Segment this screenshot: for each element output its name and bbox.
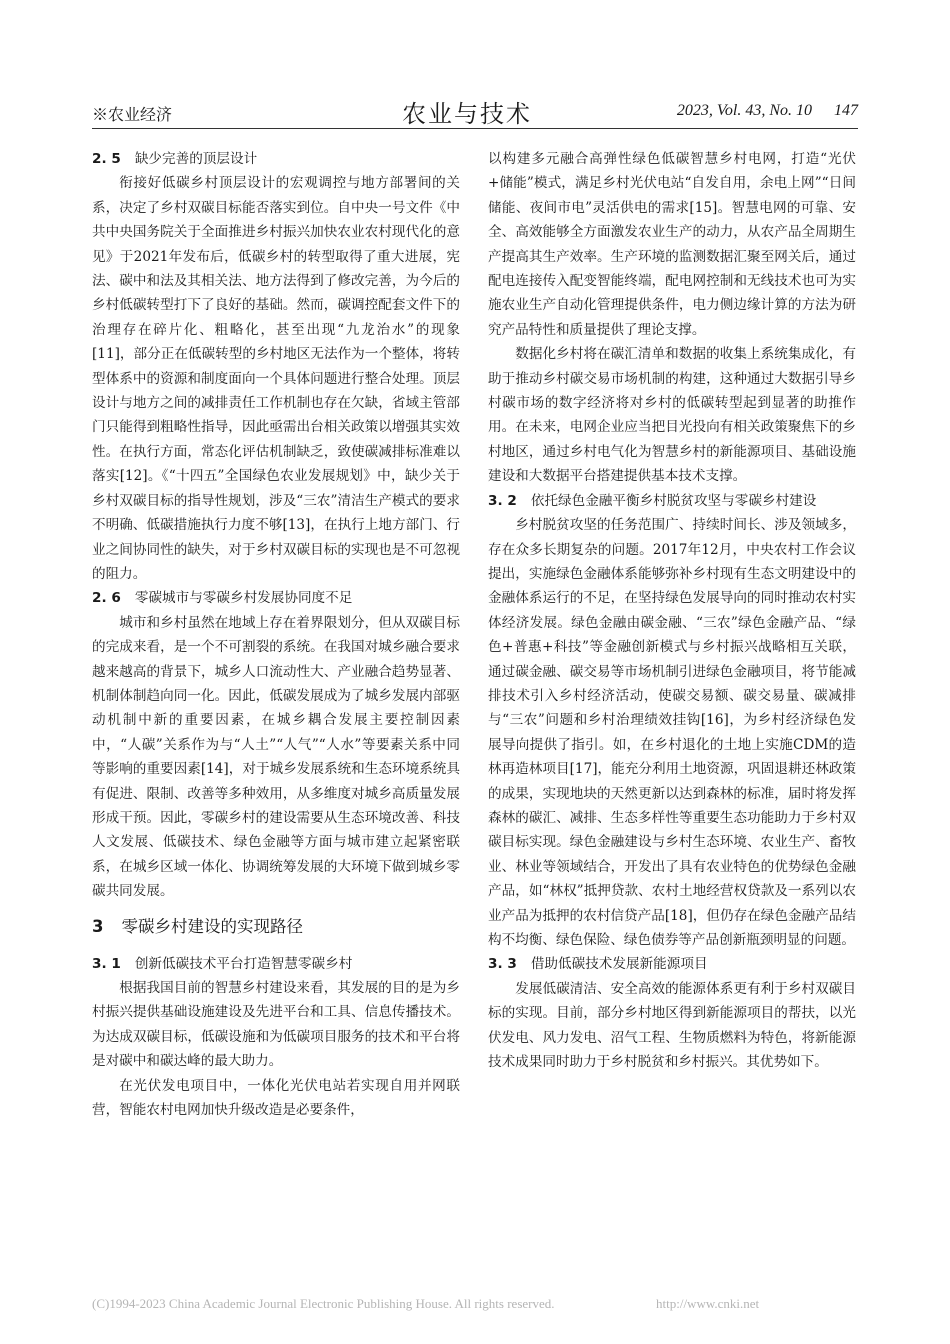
copyright-footer: (C)1994-2023 China Academic Journal Electronic Publishing House. All rights reserved. (92, 1296, 555, 1311)
paragraph: 数据化乡村将在碳汇清单和数据的收集上系统集成化，有助于推动乡村碳交易市场机制的构建，这种通过大数据引导乡村碳市场的数字经济将对乡村的低碳转型起到显著的助推作用。在未来，电网企业应当把目光投向有相关政策聚焦下的乡村地区，通过乡村电气化为智慧乡村的新能源项目、基础设施建设和大数据平台搭建提供基本技术支撑。 (488, 346, 856, 485)
section-3-heading (92, 912, 460, 942)
left-column (92, 147, 460, 1122)
page-header (92, 92, 858, 126)
section-title: 创新低碳技术平台打造智慧零碳乡村 (134, 955, 353, 972)
issue-text: 2023, Vol. 43, No. 10 (676, 102, 812, 119)
section-number: 2. 6 (92, 590, 121, 607)
section-title: 借助低碳技术发展新能源项目 (530, 956, 708, 973)
section-3-1-heading (92, 952, 460, 976)
section-title: 零碳城市与零碳乡村发展协同度不足 (134, 590, 353, 607)
header-rule (92, 128, 858, 129)
section-3-2-heading (488, 489, 856, 513)
section-label: ※农业经济 (92, 105, 173, 124)
journal-title: 农业与技术 (402, 100, 532, 128)
paragraph: 发展低碳清洁、安全高效的能源体系更有利于乡村双碳目标的实现。目前，部分乡村地区得到新能源项目的帮扶，以光伏发电、风力发电、沼气工程、生物质燃料为特色，将新能源技术成果同时助力于乡村脱贫和乡村振兴。其优势如下。 (488, 980, 856, 1071)
section-title: 缺少完善的顶层设计 (134, 151, 258, 167)
paragraph: 乡村脱贫攻坚的任务范围广、持续时间长、涉及领域多，存在众多长期复杂的问题。2017年12月，中央农村工作会议提出，实施绿色金融体系能够弥补乡村现有生态文明建设中的金融体系运行的不足，在坚持绿色发展导向的同时推动农村实体经济发展。绿色金融由碳金融、“三农”绿色金融产品、“绿色+普惠+科技”等金融创新模式与乡村振兴战略相互关联，通过碳金融、碳交易等市场机制引进绿色金融项目，将节能减排技术引入乡村经济活动，使碳交易额、碳交易量、碳减排与“三农”问题和乡村治理绩效挂钩[16]，为乡村经济绿色发展导向提供了指引。如，在乡村退化的土地上实施CDM的造林再造林项目[17]，能充分利用土地资源，巩固退耕还林政策的成果，实现地块的天然更新以达到森林的标准，届时将发挥森林的碳汇、减排、生态多样性等重要生态功能助力于乡村双碳目标实现。绿色金融建设与乡村生态环境、农业生产、畜牧业、林业等领域结合，开发出了具有农业特色的优势绿色金融产品，如“林权”抵押贷款、农村土地经营权贷款及一系列以农业产品为抵押的农村信贷产品[18]，但仍存在绿色金融产品结构不均衡、绿色保险、绿色债券等产品创新瓶颈明显的问题。 (488, 517, 856, 948)
paragraph: 根据我国目前的智慧乡村建设来看，其发展的目的是为乡村振兴提供基础设施建设及先进平台和工具、信息传播技术。为达成双碳目标，低碳设施和为低碳项目服务的技术和平台将是对碳中和碳达峰的最大助力。 (92, 980, 460, 1070)
section-title: 依托绿色金融平衡乡村脱贫攻坚与零碳乡村建设 (530, 492, 817, 509)
section-2-5-heading (92, 147, 460, 171)
paragraph: 城市和乡村虽然在地域上存在着界限划分，但从双碳目标的完成来看，是一个不可割裂的系统。在我国对城乡融合要求越来越高的背景下，城乡人口流动性大、产业融合趋势显著、机制体制趋向同一化。因此，低碳发展成为了城乡发展内部驱动机制中新的重要因素，在城乡耦合发展主要控制因素中，“人碳”关系作为与“人土”“人气”“人水”等要素关系中同等影响的重要因素[14]，对于城乡发展系统和生态环境系统具有促进、限制、改善等多种效用，从多维度对城乡高质量发展形成干预。因此，零碳乡村的建设需要从生态环境改善、科技人文发展、低碳技术、绿色金融等方面与城市建立起紧密联系，在城乡区域一体化、协调统筹发展的大环境下做到城乡零碳共同发展。 (92, 614, 460, 900)
cnki-url[interactable]: http://www.cnki.net (656, 1296, 760, 1311)
section-2-6-heading (92, 586, 460, 610)
section-number: 3. 1 (92, 955, 121, 972)
section-number: 2. 5 (92, 151, 121, 167)
section-title: 零碳乡村建设的实现路径 (121, 916, 303, 936)
section-number: 3 (92, 916, 104, 936)
section-number: 3. 2 (488, 492, 517, 509)
section-3-3-heading (488, 952, 856, 976)
section-number: 3. 3 (488, 956, 517, 973)
right-column (488, 147, 856, 1074)
issue-info (677, 102, 858, 120)
paragraph: 以构建多元融合高弹性绿色低碳智慧乡村电网，打造“光伏+储能”模式，满足乡村光伏电站“自发自用，余电上网”“日间储能、夜间市电”灵活供电的需求[15]。智慧电网的可靠、安全、高效能够全方面激发农业生产的动力，从农产品全周期生产提高其生产效率。生产环境的监测数据汇聚至网关后，通过配电连接传入配变智能终端，配电网控制和无线技术也可为实施农业生产自动化管理提供条件，电力侧边缘计算的方法为研究产品特性和质量提供了理论支撑。 (488, 151, 856, 338)
paragraph: 衔接好低碳乡村顶层设计的宏观调控与地方部署间的关系，决定了乡村双碳目标能否落实到位。自中央一号文件《中共中央国务院关于全面推进乡村振兴加快农业农村现代化的意见》于2021年发布后，低碳乡村的转型取得了重大进展，宪法、碳中和法及其相关法、地方法得到了修改完善，为今后的乡村低碳转型打下了良好的基础。然而，碳调控配套文件下的治理存在碎片化、粗略化，甚至出现“九龙治水”的现象[11]，部分正在低碳转型的乡村地区无法作为一个整体，将转型体系中的资源和制度面向一个具体问题进行整合处理。顶层设计与地方之间的减排责任工作机制也存在欠缺，省域主管部门只能得到粗略性指导，因此亟需出台相关政策以增强其实效性。在执行方面，常态化评估机制缺乏，致使碳减排标准难以落实[12]。《“十四五”全国绿色农业发展规划》中，缺少关于乡村双碳目标的指导性规划，涉及“三农”清洁生产模式的要求不明确、低碳措施执行力度不够[13]，在执行上地方部门、行业之间协同性的缺失，对于乡村双碳目标的实现也是不可忽视的阻力。 (92, 175, 460, 582)
page-number: 147 (834, 102, 858, 119)
paragraph: 在光伏发电项目中，一体化光伏电站若实现自用并网联营，智能农村电网加快升级改造是必要条件， (92, 1077, 460, 1119)
